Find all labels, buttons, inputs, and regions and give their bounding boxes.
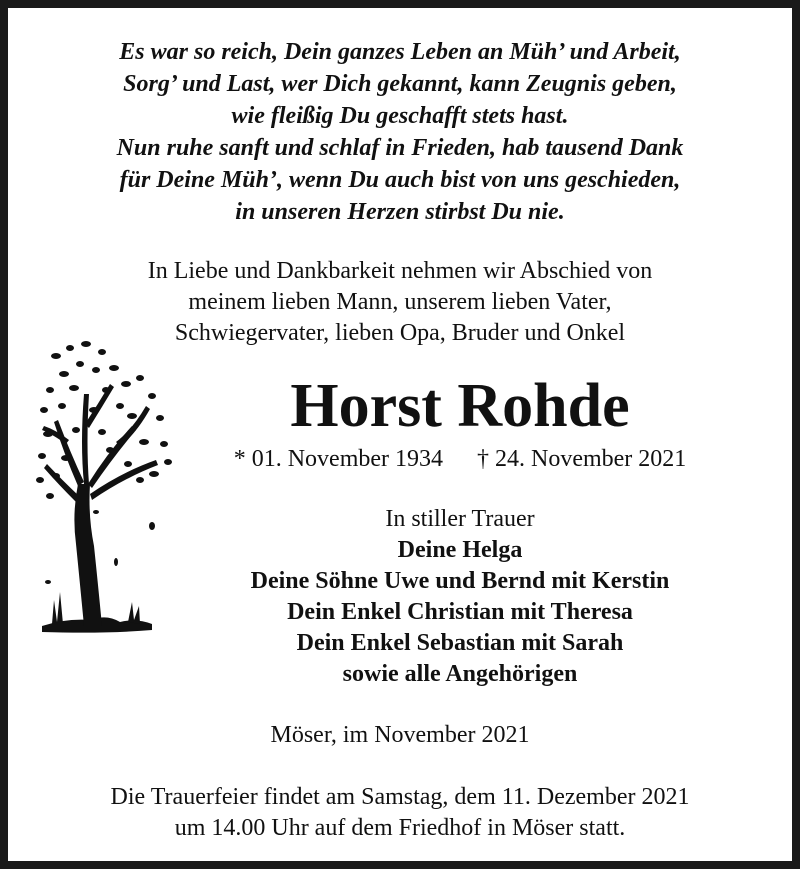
mourners-block — [128, 504, 792, 690]
mourner-name: Deine Söhne Uwe und Bernd mit Kerstin — [250, 568, 670, 594]
poem-line: Nun ruhe sanft und schlaf in Frieden, hab tausend Dank — [116, 135, 684, 161]
mourner-name: sowie alle Angehörigen — [342, 661, 578, 687]
poem-line: wie fleißig Du geschafft stets hast. — [231, 103, 569, 129]
birth-date: * 01. November 1934 — [233, 446, 443, 472]
memorial-poem — [8, 36, 792, 228]
mourner-name: Dein Enkel Christian mit Theresa — [287, 599, 633, 625]
intro-line: Schwiegervater, lieben Opa, Bruder und Onkel — [174, 320, 626, 346]
poem-line: Es war so reich, Dein ganzes Leben an Müh’ und Arbeit, — [119, 39, 681, 65]
life-dates — [128, 444, 792, 474]
intro-line: In Liebe und Dankbarkeit nehmen wir Abschied von — [147, 258, 653, 284]
funeral-ceremony-info — [8, 782, 792, 844]
deceased-name: Horst Rohde — [290, 372, 630, 440]
mourning-intro: In stiller Trauer — [385, 506, 535, 532]
poem-line: für Deine Müh’, wenn Du auch bist von uns geschieden, — [119, 167, 681, 193]
place-and-date: Möser, im November 2021 — [270, 722, 530, 748]
ceremony-line: Die Trauerfeier findet am Samstag, dem 11. Dezember 2021 — [110, 784, 690, 810]
poem-line: Sorg’ und Last, wer Dich gekannt, kann Zeugnis geben, — [123, 71, 677, 97]
poem-line: in unseren Herzen stirbst Du nie. — [235, 199, 565, 225]
mourner-name: Deine Helga — [397, 537, 523, 563]
death-date: † 24. November 2021 — [477, 446, 687, 472]
intro-line: meinem lieben Mann, unserem lieben Vater, — [188, 289, 612, 315]
mourner-name: Dein Enkel Sebastian mit Sarah — [296, 630, 624, 656]
ceremony-line: um 14.00 Uhr auf dem Friedhof in Möser statt. — [174, 815, 626, 841]
